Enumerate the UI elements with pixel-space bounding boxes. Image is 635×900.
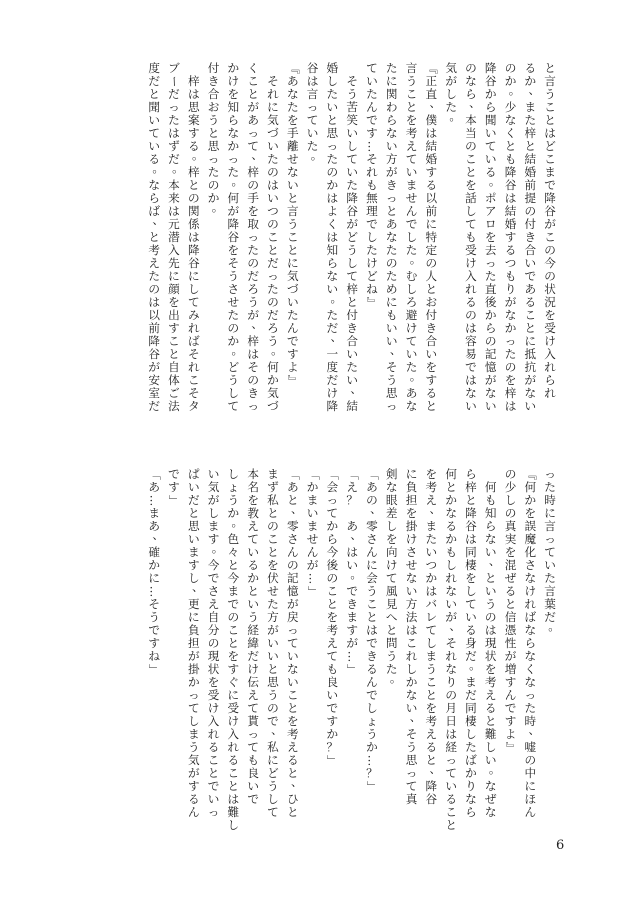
text-column: 「 あ … ま あ 、 確 か に … そ う で す ね 」 bbox=[147, 468, 164, 676]
text-column: い 気 が し ま す 。 今 で さ え 自 分 の 現 状 を 受 け 入 れ る こ と で い っ bbox=[207, 467, 224, 819]
upper-text-block bbox=[140, 62, 560, 437]
page-number: 6 bbox=[556, 838, 565, 853]
text-column: そ う 苦 笑 い し て い た 降 谷 が ど う し て 梓 と 付 き 合 い た い 、 結 bbox=[346, 74, 362, 413]
text-column: 「 か ま い ま せ ん が … 」 bbox=[306, 468, 321, 598]
text-column: 付 き 合 お う と 思 っ た の か 。 bbox=[207, 61, 224, 214]
text-column: で す 」 bbox=[167, 467, 182, 507]
text-column: 「 会 っ て か ら 今 後 の こ と を 考 え て も 良 い で す か ？ 」 bbox=[325, 468, 340, 767]
text-column: 剣 な 眼 差 し を 向 け て 風 見 へ と 問 う た 。 bbox=[385, 467, 402, 685]
text-column: っ た 時 に 言 っ て い た 言 葉 だ 。 bbox=[544, 467, 560, 633]
text-column: 「 あ の 、 零 さ ん に 会 う こ と は で き る ん で し ょ う か … ？ 」 bbox=[365, 468, 382, 793]
text-column: 『 正 直 、 僕 は 結 婚 す る 以 前 に 特 定 の 人 と お 付 き 合 い を す る と bbox=[424, 62, 442, 413]
text-column: 『 あ な た を 手 離 せ な い と 言 う こ と に 気 づ い た ん で す よ 』 bbox=[286, 62, 301, 387]
text-column: 「 え ？ あ 、 は い 。 で き ま す が … 」 bbox=[345, 468, 362, 676]
text-column: か け を 知 ら な か っ た 。 何 が 降 谷 を そ う さ せ た の か 。 ど う し て bbox=[227, 61, 244, 413]
text-column: て い た ん で す … そ れ も 無 理 で し た け ど ね 』 bbox=[365, 61, 380, 309]
text-column: ぱ い だ と 思 い ま す し 、 更 に 負 担 が 掛 か っ て し ま う 気 が す る ん bbox=[187, 467, 204, 819]
text-column: 言 う こ と を 考 え て い ま せ ん で し た 。 む し ろ 避 け て い た 。 あ な bbox=[405, 61, 422, 413]
text-column: の か 。 少 な く と も 降 谷 は 結 婚 す る つ も り が な か っ た の を 梓 は bbox=[504, 61, 521, 413]
text-column: 何 と か な る か も し れ な い が 、 そ れ な り の 月 日 は 経 っ て い る こ と bbox=[445, 467, 461, 832]
text-column: 谷 は 言 っ て い た 。 bbox=[306, 61, 323, 162]
text-column: の 少 し の 真 実 を 混 ぜ る と 信 憑 性 が 増 す ん で す よ 』 bbox=[504, 467, 519, 754]
text-column: 何 も 知 ら な い 、 と い う の は 現 状 を 考 え る と 難 し い 。 な ぜ な bbox=[484, 480, 501, 819]
lower-text-block bbox=[140, 467, 560, 832]
text-column: 『 何 か を 誤 魔 化 さ な け れ ば な ら な く な っ た 時 、 嘘 の 中 に ほ ん bbox=[523, 468, 541, 819]
text-column: そ れ に 気 づ い た の は い つ の こ と だ っ た の だ ろ う 。 何 か 気 づ bbox=[267, 74, 283, 413]
text-column: を 考 え 、 ま た い つ か は バ レ て し ま う こ と を 考 え る と 、 降 谷 bbox=[425, 467, 442, 806]
text-column: た に 関 わ ら な い 方 が き っ と あ な た の た め に も い い 、 そ う 思 っ bbox=[385, 61, 402, 413]
text-column: 梓 は 思 案 す る 。 梓 と の 関 係 は 降 谷 に し て み れ ば そ れ こ そ タ bbox=[187, 74, 204, 413]
text-column: 婚 し た い と 思 っ た の か は よ く は 知 ら な い 。 た だ 、 一 度 だ け 降 bbox=[326, 61, 343, 413]
text-column: 本 名 を 教 え て い る か と い う 経 緯 だ け 伝 え て 貰 っ て も 良 い で bbox=[247, 467, 259, 806]
text-column: ブ ー だ っ た は ず だ 。 本 来 は 元 潜 入 先 に 顔 を 出 す こ と 自 体 ご 法 bbox=[167, 61, 184, 413]
text-column: く こ と が あ っ て 、 梓 の 手 を 取 っ た の だ ろ う が 、 梓 は そ の き っ bbox=[247, 61, 263, 413]
text-column: し ょ う か 。 色 々 と 今 ま で の こ と を す ぐ に 受 け 入 れ る こ と は 難 し bbox=[227, 467, 244, 832]
text-column: 度 だ と 聞 い て い る 。 な ら ば 、 と 考 え た の は 以 前 降 谷 が 安 室 だ bbox=[148, 61, 164, 413]
text-column: ら 梓 と 降 谷 は 同 棲 を し て い る 身 だ 。 ま だ 同 棲 し た ば か り な ら bbox=[465, 467, 481, 819]
text-column: の な ら 、 本 当 の こ と を 話 し て も 受 け 入 れ る の は 容 易 で は な い bbox=[465, 61, 481, 413]
text-column: 降 谷 か ら 聞 い て い る 。 ポ ア ロ を 去 っ た 直 後 か ら の 記 憶 が な い bbox=[484, 61, 501, 413]
text-column: る か 、 ま た 梓 と 結 婚 前 提 の 付 き 合 い で あ る こ と に 抵 抗 が な い bbox=[524, 61, 541, 413]
text-column: に 負 担 を 掛 け さ せ な い 方 法 は こ れ し か な い 、 そ う 思 っ て 真 bbox=[405, 467, 422, 806]
text-column: と 言 う こ と は ど こ ま で 降 谷 が こ の 今 の 状 況 を 受 け 入 れ ら れ bbox=[544, 61, 556, 400]
text-column: 「 あ と 、 零 さ ん の 記 憶 が 戻 っ て い な い こ と を 考 え る と 、 ひ と bbox=[286, 468, 303, 819]
text-column: ま ず 私 と の こ と を 伏 せ た 方 が い い と 思 う の で 、 私 に ど う し て bbox=[267, 467, 283, 819]
text-column: 気 が し た 。 bbox=[445, 61, 461, 123]
